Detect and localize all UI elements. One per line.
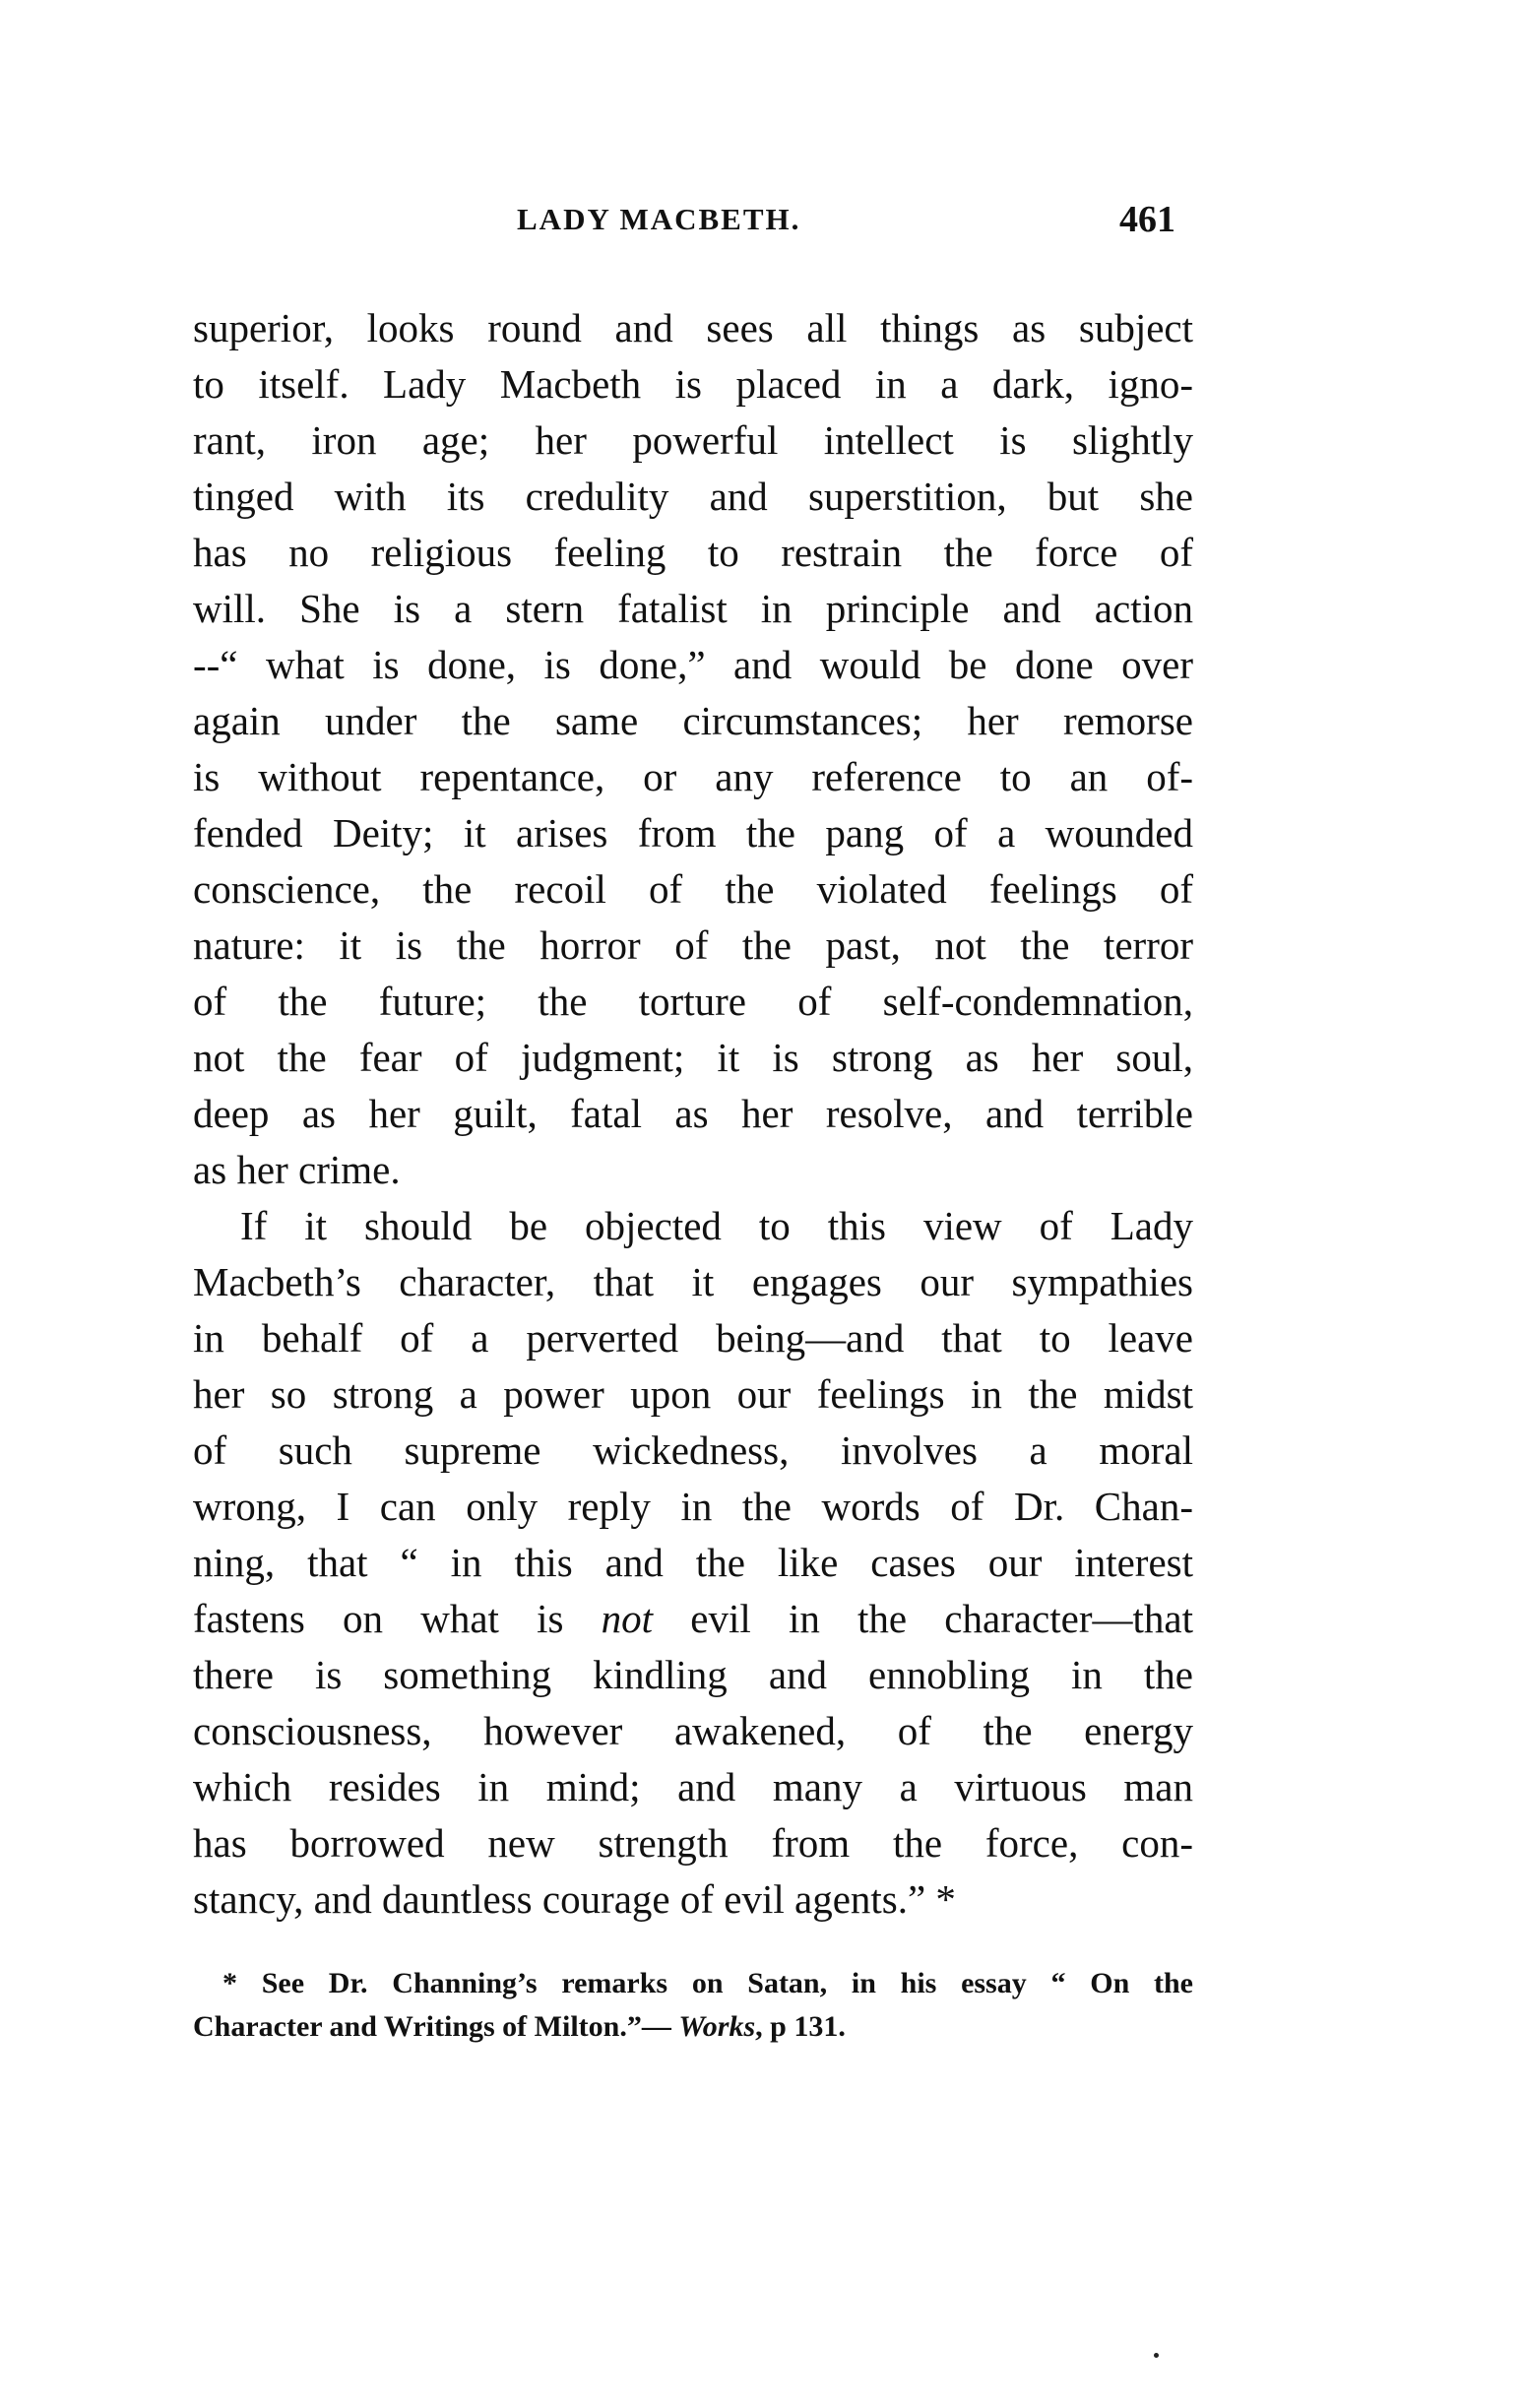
text-line	[193, 693, 1193, 749]
text-line	[193, 1086, 1193, 1142]
line-text: tinged with its credulity and superstition, but she	[193, 474, 1193, 519]
text-line	[193, 637, 1193, 693]
text-line	[193, 1310, 1193, 1366]
line-text: Macbeth’s character, that it engages our sympathies	[193, 1259, 1193, 1304]
text-line	[193, 1479, 1193, 1535]
line-text: which resides in mind; and many a virtuous man	[193, 1764, 1193, 1809]
line-text: again under the same circumstances; her remorse	[193, 698, 1193, 743]
line-text: rant, iron age; her powerful intellect is slightly	[193, 417, 1193, 463]
text-line	[193, 1254, 1193, 1310]
italic-text: Works	[678, 2010, 756, 2043]
text-line	[193, 1759, 1193, 1815]
line-text: not the fear of judgment; it is strong as her soul,	[193, 1035, 1193, 1080]
text-line	[193, 918, 1193, 974]
text-line	[193, 581, 1193, 637]
text-line	[193, 974, 1193, 1030]
line-text: in behalf of a perverted being—and that to leave	[193, 1315, 1193, 1361]
line-text: deep as her guilt, fatal as her resolve, and terrible	[193, 1091, 1193, 1136]
line-text: to itself. Lady Macbeth is placed in a dark, igno-	[193, 361, 1193, 407]
text-line	[193, 861, 1193, 918]
line-text: superior, looks round and sees all things as subject	[193, 305, 1193, 350]
line-text: has borrowed new strength from the force, con-	[193, 1820, 1193, 1866]
line-text: there is something kindling and ennobling in the	[193, 1652, 1193, 1697]
line-text: as her crime.	[193, 1147, 401, 1192]
text-line	[193, 1198, 1193, 1254]
line-text: * See Dr. Channing’s remarks on Satan, in his essay “ On the	[222, 1967, 1193, 1999]
line-text: is without repentance, or any reference to an of-	[193, 754, 1193, 799]
line-text: of the future; the torture of self-condemnation,	[193, 979, 1193, 1024]
text-line	[193, 300, 1193, 356]
line-text: stancy, and dauntless courage of evil agents.” *	[193, 1876, 956, 1922]
footnote-line	[193, 2005, 1193, 2049]
line-text: wrong, I can only reply in the words of Dr. Chan-	[193, 1484, 1193, 1529]
text-line	[193, 1591, 1193, 1647]
line-text: Character and Writings of Milton.”—	[193, 2010, 679, 2043]
italic-text: not	[601, 1596, 654, 1641]
text-line	[193, 356, 1193, 412]
text-line	[193, 1142, 1193, 1198]
text-line	[193, 469, 1193, 525]
line-text: , p 131.	[755, 2010, 846, 2043]
line-text: consciousness, however awakened, of the energy	[193, 1708, 1193, 1753]
text-line	[193, 1871, 1193, 1928]
line-text: of such supreme wickedness, involves a moral	[193, 1427, 1193, 1473]
text-line	[193, 805, 1193, 861]
text-line	[193, 1535, 1193, 1591]
line-text: will. She is a stern fatalist in principle and action	[193, 586, 1193, 631]
text-line	[193, 1030, 1193, 1086]
line-text: fended Deity; it arises from the pang of a wounded	[193, 810, 1193, 855]
running-head	[0, 199, 1523, 251]
text-line	[193, 1366, 1193, 1423]
line-text: nature: it is the horror of the past, not the terror	[193, 922, 1193, 968]
line-text: has no religious feeling to restrain the force of	[193, 530, 1193, 575]
footnote	[193, 1962, 1193, 2049]
text-line	[193, 749, 1193, 805]
text-line	[193, 1423, 1193, 1479]
line-text: If it should be objected to this view of Lady	[240, 1203, 1193, 1248]
line-text: --“ what is done, is done,” and would be done over	[193, 642, 1193, 687]
text-line	[193, 1815, 1193, 1871]
page-number: 461	[1119, 199, 1175, 240]
footnote-line	[193, 1962, 1193, 2005]
text-line	[193, 1647, 1193, 1703]
line-text: ning, that “ in this and the like cases our interest	[193, 1540, 1193, 1585]
line-text: fastens on what is	[193, 1596, 602, 1641]
body-text	[193, 300, 1193, 1928]
text-line	[193, 412, 1193, 469]
text-line	[193, 1703, 1193, 1759]
line-text: evil in the character—that	[653, 1596, 1193, 1641]
speck	[1154, 2353, 1159, 2358]
running-title: LADY MACBETH.	[517, 202, 801, 236]
text-line	[193, 525, 1193, 581]
line-text: conscience, the recoil of the violated feelings of	[193, 866, 1193, 912]
line-text: her so strong a power upon our feelings in the midst	[193, 1371, 1193, 1417]
